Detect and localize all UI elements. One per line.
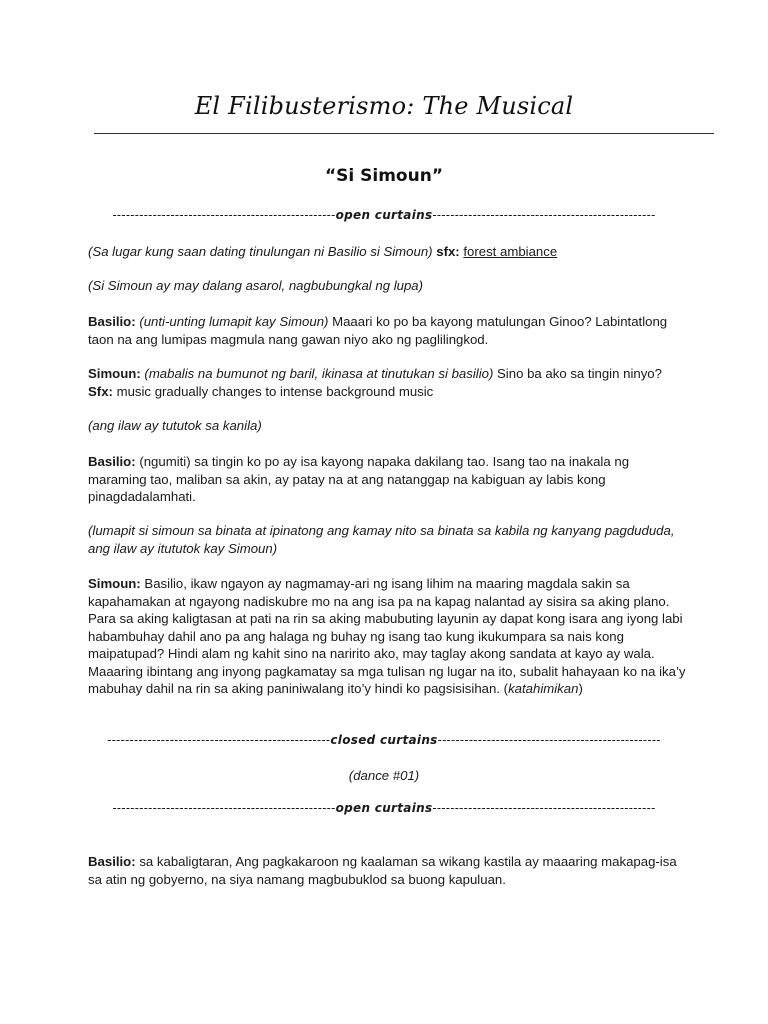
dialogue: Sino ba ako sa tingin ninyo? [497, 366, 662, 381]
paragraph-3 [88, 313, 688, 348]
stage-direction: (mabalis na bumunot ng baril, ikinasa at tinutukan si basilio) [144, 366, 494, 381]
paragraph-4 [88, 365, 688, 400]
paragraph-9 [88, 853, 688, 888]
paragraph-6 [88, 453, 688, 506]
paragraph-5: (ang ilaw ay tututok sa kanila) [88, 418, 262, 433]
dialogue: Basilio, ikaw ngayon ay nagmamay-ari ng isang lihim na maaring magdala sakin sa kapahamakan at ngayong nadiskubre mo na ang isa pa na kapag nalantad ay sisira sa aking plano. Para sa aking kaligtasan at pati na rin sa aking mabubuting layunin ay dapat kong isara ang iyong labi habambuhay dahil ano pa ang halaga ng buhay ng isang tao kung ikukumpara sa nais kong maipatupad? Hindi alam ng kahit sino na naririto ako, may taglay akong sandata at kayo ay wala. Maaaring ibintang ang inyong pagkamatay sa mga tulisan ng lugar na ito, subalit hahayaan ko na ika’y mabuhay dahil na rin sa aking paniniwalang ito’y hindi ko pagsisisihan. [88, 576, 686, 696]
sfx-label: Sfx: [88, 383, 113, 399]
title-rule [94, 133, 714, 134]
stage-direction: (Sa lugar kung saan dating tinulungan ni Basilio si Simoun) [88, 244, 433, 259]
speaker-label: Basilio: [88, 454, 136, 469]
speaker-label: Basilio: [88, 854, 136, 869]
stage-direction: (unti-unting lumapit kay Simoun) [139, 314, 329, 329]
paragraph-7: (lumapit si simoun sa binata at ipinatong ang kamay nito sa binata sa kabila ng kanyang pagdududa, ang ilaw ay itututok kay Simoun) [88, 523, 675, 556]
dance-cue: (dance #01) [348, 768, 420, 783]
dialogue: Maaari ko po ba kayong matulungan Ginoo? Labintatlong taon na ang lumipas magmula nang gawan niyo ako ng paglilingkod. [88, 314, 668, 347]
speaker-label: Simoun: [88, 366, 141, 381]
divider-open-curtains-2: --------------------------------------------------open curtains-------------------------------------------------- [112, 801, 656, 815]
document-title: El Filibusterismo: The Musical [194, 92, 574, 120]
speaker-label: Basilio: [88, 314, 136, 329]
sfx-value: music gradually changes to intense background music [116, 383, 434, 399]
stage-direction: katahimikan [508, 681, 579, 696]
divider-closed-curtains: --------------------------------------------------closed curtains-------------------------------------------------- [107, 733, 661, 747]
paragraph-8: Simoun: Basilio, ikaw ngayon ay nagmamay-ari ng isang lihim na maaring magdala sakin sa kapahamakan at ngayong nadiskubre mo na ang isa pa na kapag nalantad ay sisira sa aking plano. Para sa aking kaligtasan at pati na rin sa aking mabubuting layunin ay dapat kong isara ang iyong labi habambuhay dahil ano pa ang halaga ng buhay ng isang tao kung ikukumpara sa nais kong maipatupad? Hindi alam ng kahit sino na naririto ako, may taglay akong sandata at kayo ay wala. Maaaring ibintang ang inyong pagkamatay sa mga tulisan ng lugar na ito, subalit hahayaan ko na ika’y mabuhay dahil na rin sa aking paniniwalang ito’y hindi ko pagsisisihan. (katahimikan) [88, 576, 686, 696]
paragraph-1 [88, 243, 688, 261]
divider-open-curtains-1: --------------------------------------------------open curtains-------------------------------------------------- [112, 208, 656, 222]
speaker-label: Simoun: [88, 576, 141, 591]
paragraph-2: (Si Simoun ay may dalang asarol, nagbubungkal ng lupa) [88, 278, 424, 293]
dialogue: sa kabaligtaran, Ang pagkakaroon ng kaalaman sa wikang kastila ay maaaring makapag-isa sa atin ng gobyerno, na siya namang magbubuklod sa buong kapuluan. [88, 854, 677, 887]
sfx-value: forest ambiance [463, 244, 558, 259]
dialogue: (ngumiti) sa tingin ko po ay isa kayong napaka dakilang tao. Isang tao na inakala ng maraming tao, maliban sa akin, ay patay na at ang natanggap na kabiguan ay labis kong pinagdadalamhati. [88, 454, 630, 504]
song-title: “Si Simoun” [324, 166, 443, 186]
sfx-label: sfx: [436, 244, 460, 259]
